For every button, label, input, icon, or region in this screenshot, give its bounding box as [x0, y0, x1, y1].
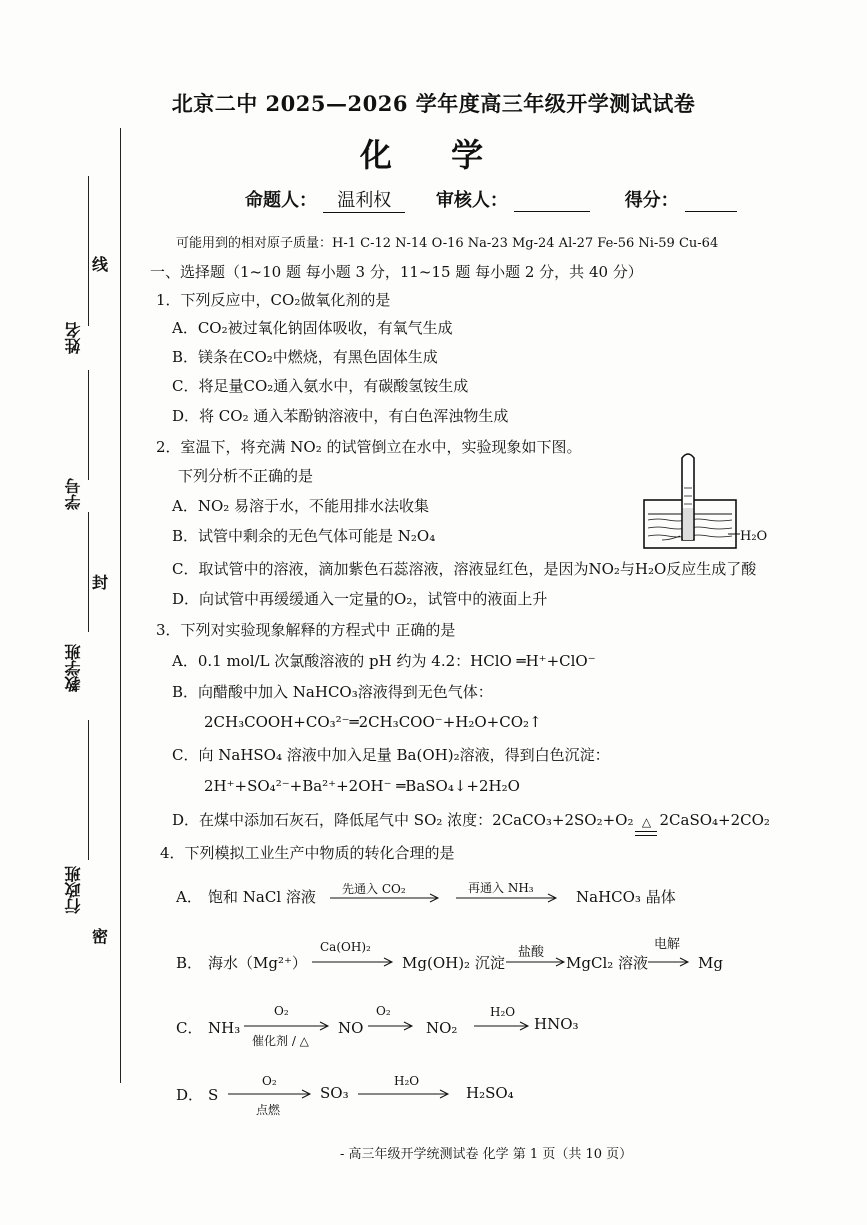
- q1-option-a: A．CO₂被过氧化钠固体吸收，有氧气生成: [172, 319, 453, 337]
- q2-option-a: A．NO₂ 易溶于水，不能用排水法收集: [172, 497, 430, 515]
- q4-d-cond-1: O₂: [262, 1074, 277, 1088]
- q3-option-d-condition: △: [641, 815, 652, 829]
- q1-option-d: D．将 CO₂ 通入苯酚钠溶液中，有白色浑浊物生成: [172, 407, 509, 425]
- q4-c-cond-1: O₂: [274, 1004, 289, 1018]
- admin-class-blank-line: [88, 720, 89, 860]
- section-heading: 一、选择题（1~10 题 每小题 3 分，11~15 题 每小题 2 分，共 40 分）: [150, 263, 643, 281]
- q4-a-arrow-2: [456, 893, 560, 903]
- q2-option-d: D．向试管中再缓缓通入一定量的O₂，试管中的液面上升: [172, 590, 548, 608]
- q4-c-cond-3: H₂O: [490, 1005, 516, 1019]
- name-blank-line: [88, 176, 89, 326]
- side-label-teach-class: 教学班: [64, 644, 83, 692]
- q3-option-d-rhs: 2CaSO₄+2CO₂: [659, 811, 770, 829]
- q4-c-cond-1b: 催化剂 / △: [252, 1034, 309, 1048]
- score-blank[interactable]: [685, 190, 737, 212]
- q4-stem: 4．下列模拟工业生产中物质的转化合理的是: [160, 844, 455, 862]
- setter-name: 温利权: [323, 186, 405, 213]
- q4-c-arrow-2: [368, 1021, 416, 1031]
- water-label: H₂O: [740, 529, 768, 544]
- q4-option-c-label: C．: [176, 1019, 203, 1037]
- q4-b-species-2: Mg(OH)₂ 沉淀: [402, 954, 505, 972]
- q3-option-d-lhs: D．在煤中添加石灰石，降低尾气中 SO₂ 浓度：2CaCO₃+2SO₂+O₂: [172, 811, 634, 829]
- q4-c-species-4: HNO₃: [534, 1015, 579, 1033]
- side-label-mi: 密: [92, 927, 109, 946]
- q3-option-b: B．向醋酸中加入 NaHCO₃溶液得到无色气体：: [172, 683, 493, 701]
- q3-stem: 3．下列对实验现象解释的方程式中 正确的是: [156, 621, 456, 639]
- q4-c-arrow-1: [244, 1021, 332, 1031]
- q4-a-cond-2: 再通入 NH₃: [468, 881, 534, 895]
- q2-option-b: B．试管中剩余的无色气体可能是 N₂O₄: [172, 527, 436, 545]
- q4-d-arrow-2: [358, 1089, 452, 1099]
- q1-option-b: B．镁条在CO₂中燃烧，有黑色固体生成: [172, 348, 438, 366]
- reviewer-label: 审核人：: [435, 190, 508, 211]
- q1-option-c: C．将足量CO₂通入氨水中，有碳酸氢铵生成: [172, 377, 469, 395]
- q4-a-cond-1: 先通入 CO₂: [342, 882, 406, 896]
- q4-c-species-2: NO: [338, 1019, 364, 1037]
- q4-a-arrow-1: [330, 893, 442, 903]
- q3-option-d: [172, 810, 770, 830]
- q4-b-arrow-1: [312, 957, 396, 967]
- q2-option-c: C．取试管中的溶液，滴加紫色石蕊溶液，溶液显红色，是因为NO₂与H₂O反应生成了酸: [172, 560, 757, 578]
- q4-b-arrow-2: [506, 957, 568, 967]
- q4-b-cond-2: 盐酸: [518, 945, 545, 960]
- q3-option-b-equation: 2CH₃COOH+CO₃²⁻═2CH₃COO⁻+H₂O+CO₂↑: [204, 713, 542, 731]
- q4-c-species-1: NH₃: [208, 1019, 241, 1037]
- exam-title: 北京二中 2025—2026 学年度高三年级开学测试试卷: [171, 91, 696, 116]
- score-label: 得分：: [624, 190, 679, 211]
- q3-option-c-equation: 2H⁺+SO₄²⁻+Ba²⁺+2OH⁻ ═BaSO₄↓+2H₂O: [204, 777, 520, 795]
- side-label-admin-class: 行政班: [64, 866, 83, 914]
- side-label-name: 姓名: [64, 322, 83, 354]
- q4-a-species-2: NaHCO₃ 晶体: [576, 888, 676, 906]
- number-blank-line: [88, 370, 89, 480]
- q4-d-species-1: S: [208, 1086, 219, 1104]
- author-line: [245, 186, 737, 213]
- binding-line: [120, 128, 121, 1083]
- q1-stem: 1．下列反应中，CO₂做氧化剂的是: [156, 291, 391, 309]
- q4-option-a-label: A．: [176, 888, 202, 906]
- q4-c-species-3: NO₂: [426, 1019, 458, 1037]
- q4-b-species-4: Mg: [698, 954, 723, 972]
- q4-d-cond-2: H₂O: [394, 1074, 420, 1088]
- q4-b-species-3: MgCl₂ 溶液: [566, 954, 649, 972]
- q2-stem-2: 下列分析不正确的是: [178, 467, 314, 485]
- q4-d-cond-1b: 点燃: [256, 1103, 281, 1117]
- q4-option-d-label: D．: [176, 1086, 204, 1104]
- reviewer-blank[interactable]: [514, 190, 590, 212]
- q3-option-c: C．向 NaHSO₄ 溶液中加入足量 Ba(OH)₂溶液，得到白色沉淀：: [172, 746, 610, 764]
- q4-b-cond-3: 电解: [654, 937, 681, 952]
- q4-option-b-label: B．: [176, 954, 203, 972]
- q4-d-arrow-1: [228, 1089, 314, 1099]
- q4-a-species-1: 饱和 NaCl 溶液: [208, 888, 316, 906]
- q4-b-cond-1: Ca(OH)₂: [320, 940, 371, 954]
- q3-option-a: A．0.1 mol/L 次氯酸溶液的 pH 约为 4.2：HClO ═H⁺+ClO⁻: [172, 652, 596, 670]
- q4-c-arrow-3: [474, 1021, 532, 1031]
- setter-label: 命题人：: [245, 190, 317, 211]
- q4-b-arrow-3: [648, 957, 692, 967]
- q2-stem: 2．室温下，将充满 NO₂ 的试管倒立在水中，实验现象如下图。: [156, 438, 582, 456]
- q4-d-species-2: SO₃: [320, 1084, 349, 1102]
- side-label-xian: 线: [92, 255, 109, 274]
- subject-title: 化 学: [359, 136, 508, 174]
- q4-c-cond-2: O₂: [376, 1004, 391, 1018]
- q4-b-species-1: 海水（Mg²⁺）: [208, 954, 307, 972]
- side-label-feng: 封: [92, 573, 109, 592]
- q4-d-species-3: H₂SO₄: [466, 1084, 514, 1102]
- side-label-number: 学号: [64, 478, 83, 510]
- teach-class-blank-line: [88, 512, 89, 632]
- atomic-masses: 可能用到的相对原子质量：H-1 C-12 N-14 O-16 Na-23 Mg-24 Al-27 Fe-56 Ni-59 Cu-64: [176, 236, 719, 251]
- page-footer: - 高三年级开学统测试卷 化学 第 1 页（共 10 页）: [340, 1147, 633, 1162]
